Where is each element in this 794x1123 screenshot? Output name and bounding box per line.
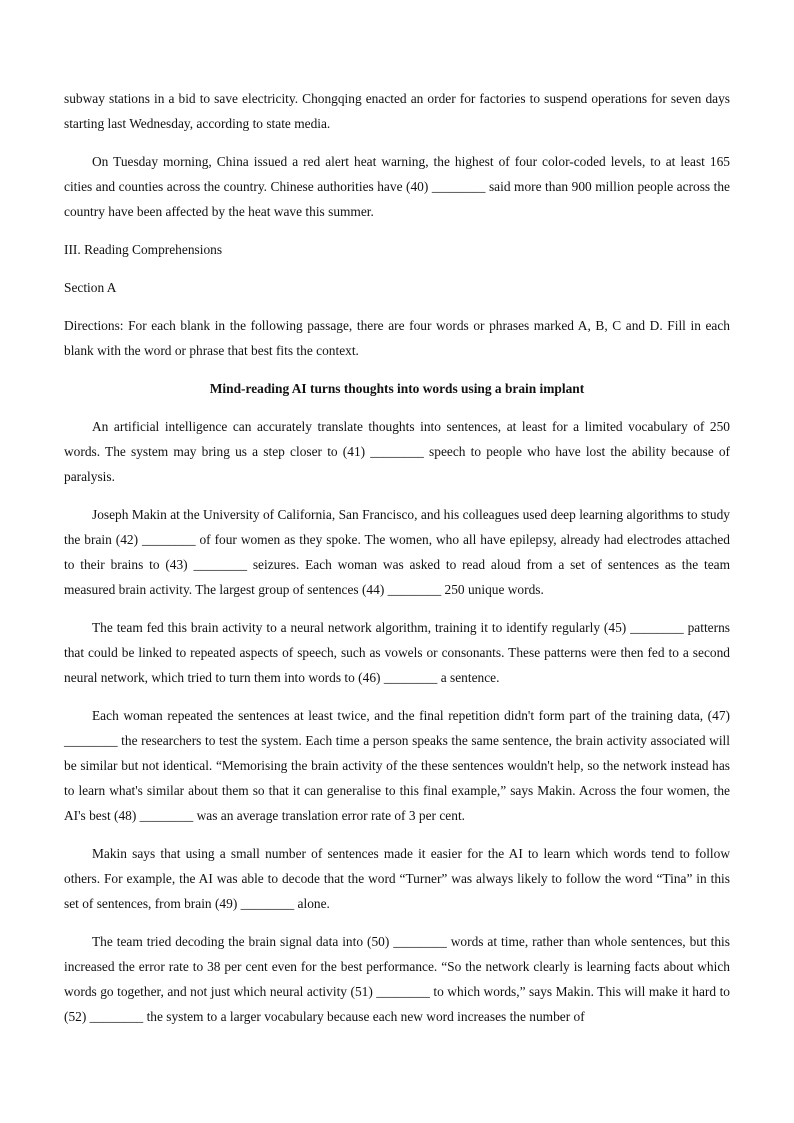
article-paragraph-1: An artificial intelligence can accurately translate thoughts into sentences, at least for a limited vocabulary of 250 words. The system may bring us a step closer to (41) ________ speech to people who have lost the ability because of paralysis. <box>64 419 730 484</box>
document-page <box>64 86 730 1042</box>
article-paragraph-5: Makin says that using a small number of sentences made it easier for the AI to learn which words tend to follow others. For example, the AI was able to decode that the word “Turner” was always likely to follow the word “Tina” in this set of sentences, from brain (49) ________ alone. <box>64 846 730 911</box>
section-subheading: Section A <box>64 280 117 295</box>
paragraph-continuation: subway stations in a bid to save electricity. Chongqing enacted an order for factories to suspend operations for seven days starting last Wednesday, according to state media. <box>64 91 730 131</box>
article-paragraph-6: The team tried decoding the brain signal data into (50) ________ words at time, rather than whole sentences, but this increased the error rate to 38 per cent even for the best performance. “So the network clearly is learning facts about which words go together, and not just which neural activity (51) ________ to which words,” says Makin. This will make it hard to (52) ________ the system to a larger vocabulary because each new word increases the number of <box>64 934 730 1024</box>
article-title: Mind-reading AI turns thoughts into words using a brain implant <box>209 381 585 396</box>
article-paragraph-3: The team fed this brain activity to a neural network algorithm, training it to identify regularly (45) ________ patterns that could be linked to repeated aspects of speech, such as vowels or consonants. These patterns were then fed to a second neural network, which tried to turn them into words to (46) ________ a sentence. <box>64 620 730 685</box>
article-paragraph-4: Each woman repeated the sentences at least twice, and the final repetition didn't form part of the training data, (47) ________ the researchers to test the system. Each time a person speaks the same sentence, the brain activity associated will be similar but not identical. “Memorising the brain activity of the these sentences wouldn't help, so the network instead has to learn what's similar about them so that it can generalise to this final example,” says Makin. Across the four women, the AI's best (48) ________ was an average translation error rate of 3 per cent. <box>64 708 730 823</box>
paragraph-heat-warning: On Tuesday morning, China issued a red alert heat warning, the highest of four color-coded levels, to at least 165 cities and counties across the country. Chinese authorities have (40) ________ said more than 900 million people across the country have been affected by the heat wave this summer. <box>64 154 730 219</box>
directions: Directions: For each blank in the following passage, there are four words or phrases marked A, B, C and D. Fill in each blank with the word or phrase that best fits the context. <box>64 318 730 358</box>
article-paragraph-2: Joseph Makin at the University of California, San Francisco, and his colleagues used deep learning algorithms to study the brain (42) ________ of four women as they spoke. The women, who all have epilepsy, already had electrodes attached to their brains to (43) ________ seizures. Each woman was asked to read aloud from a set of sentences as the team measured brain activity. The largest group of sentences (44) ________ 250 unique words. <box>64 507 730 597</box>
section-heading: III. Reading Comprehensions <box>64 242 223 257</box>
